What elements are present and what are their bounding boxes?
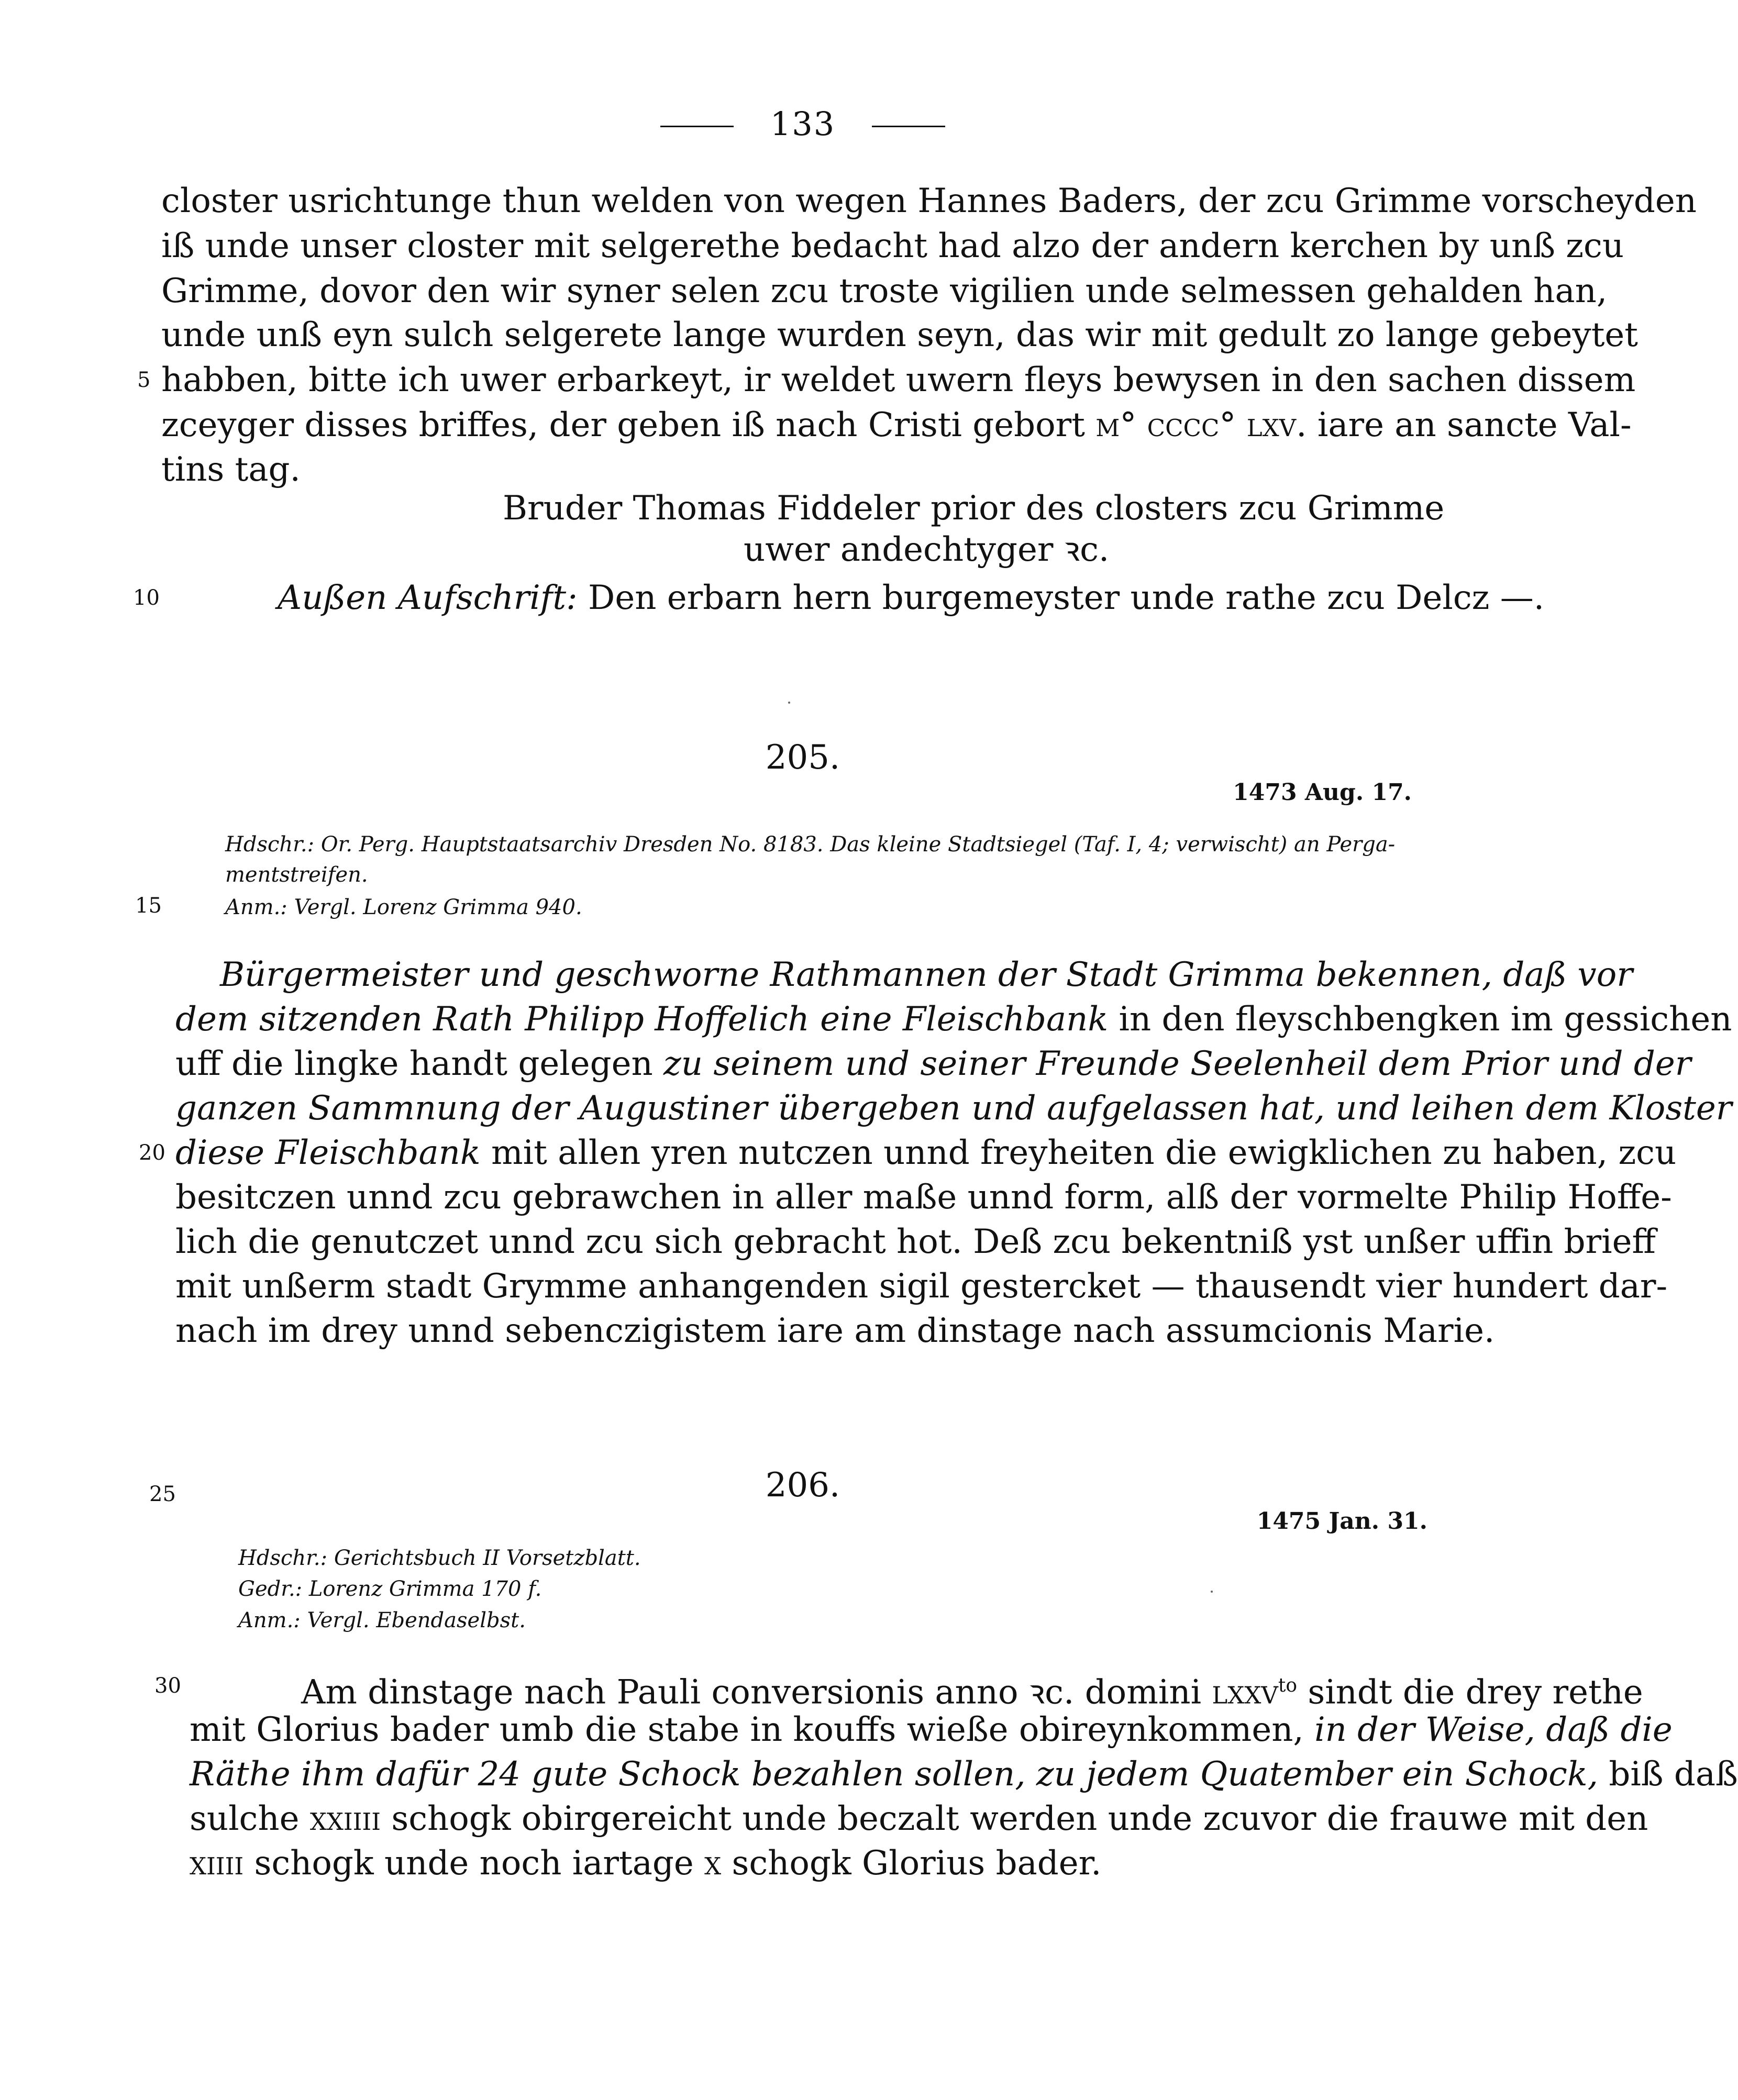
source-note: Gedr.: Lorenz Grimma 170 f. bbox=[238, 1577, 542, 1601]
line-number: 25 bbox=[149, 1482, 176, 1506]
roman-numeral: xxiiii bbox=[309, 1799, 381, 1838]
text-line bbox=[161, 403, 1632, 447]
text-line bbox=[175, 1131, 1676, 1175]
line-number: 10 bbox=[133, 586, 160, 610]
text-line: iß unde unser closter mit selgerethe bedacht had alzo der andern kerchen by unß zcu bbox=[161, 227, 1624, 265]
text-line: lich die genutczet unnd zcu sich gebracht hot. Deß zcu bekentniß yst unßer uffin brieff bbox=[175, 1223, 1656, 1261]
text-run: in den fleyschbengken im gessichen bbox=[1108, 1000, 1732, 1039]
superscript: to bbox=[1278, 1675, 1297, 1696]
regest-run: zu seinem und seiner Freunde Seelenheil dem Prior und der bbox=[663, 1045, 1691, 1083]
roman-numeral: xiiii bbox=[190, 1844, 244, 1883]
document-number: 205. bbox=[765, 738, 840, 777]
regest-line: Bürgermeister und geschworne Rathmannen der Stadt Grimma bekennen, daß vor bbox=[220, 955, 1633, 994]
source-note: Hdschr.: Gerichtsbuch II Vorsetzblatt. bbox=[238, 1546, 641, 1570]
line-number: 30 bbox=[154, 1674, 181, 1698]
roman-numeral: x bbox=[704, 1844, 722, 1883]
text-line bbox=[190, 1752, 1738, 1796]
text-line: besitczen unnd zcu gebrawchen in aller maße unnd form, alß der vormelte Philip Hoffe- bbox=[175, 1178, 1672, 1217]
address-line bbox=[278, 576, 1544, 620]
text-run: sindt die drey rethe bbox=[1297, 1673, 1643, 1712]
text-run: biß daß bbox=[1598, 1755, 1738, 1794]
line-number: 5 bbox=[137, 368, 151, 392]
text-line bbox=[175, 1042, 1691, 1086]
page-number: 133 bbox=[770, 105, 836, 143]
header-rule-right bbox=[872, 126, 945, 127]
document-date: 1475 Jan. 31. bbox=[1256, 1508, 1427, 1535]
roman-year: m° cccc° lxv. bbox=[1095, 406, 1307, 445]
address-text: Den erbarn hern burgemeyster unde rathe zcu Delcz —. bbox=[577, 579, 1545, 617]
source-note: mentstreifen. bbox=[225, 863, 368, 887]
annotation-note: Anm.: Vergl. Ebendaselbst. bbox=[238, 1608, 526, 1632]
source-note: Hdschr.: Or. Perg. Hauptstaatsarchiv Dresden No. 8183. Das kleine Stadtsiegel (Taf. I, 4; verwischt) an Perga- bbox=[225, 832, 1396, 857]
regest-run: in der Weise, daß die bbox=[1314, 1710, 1673, 1749]
document-number: 206. bbox=[765, 1466, 840, 1505]
text-line: closter usrichtunge thun welden von wegen Hannes Baders, der zcu Grimme vorscheyden bbox=[161, 182, 1697, 220]
text-run: schogk Glorius bader. bbox=[721, 1844, 1102, 1883]
text-run: iare an sancte Val- bbox=[1307, 406, 1632, 445]
document-date: 1473 Aug. 17. bbox=[1233, 779, 1412, 806]
regest-run: diese Fleischbank bbox=[175, 1134, 481, 1172]
text-run: uff die lingke handt gelegen bbox=[175, 1045, 664, 1083]
speck bbox=[1211, 1591, 1213, 1593]
speck bbox=[788, 702, 790, 704]
address-label: Außen Aufschrift: bbox=[278, 579, 578, 617]
line-number: 20 bbox=[139, 1141, 165, 1165]
regest-run: dem sitzenden Rath Philipp Hoffelich eine Fleischbank bbox=[175, 1000, 1109, 1039]
text-line: mit unßerm stadt Grymme anhangenden sigil gestercket — thausendt vier hundert dar- bbox=[175, 1267, 1668, 1306]
text-line: nach im drey unnd sebenczigistem iare am dinstage nach assumcionis Marie. bbox=[175, 1312, 1495, 1350]
text-run: zceyger disses briffes, der geben iß nach Cristi gebort bbox=[161, 406, 1096, 445]
text-run: sulche bbox=[190, 1799, 310, 1838]
text-run: Am dinstage nach Pauli conversionis anno ꝛc. domini bbox=[301, 1673, 1212, 1712]
text-line: tins tag. bbox=[161, 450, 301, 489]
text-line bbox=[301, 1664, 1643, 1714]
text-line bbox=[190, 1841, 1101, 1885]
text-line bbox=[175, 997, 1732, 1041]
line-number: 15 bbox=[135, 894, 162, 918]
regest-run: Räthe ihm dafür 24 gute Schock bezahlen sollen, zu jedem Quatember ein Schock, bbox=[190, 1755, 1598, 1794]
text-run: mit Glorius bader umb die stabe in kouffs wieße obireynkommen, bbox=[190, 1710, 1315, 1749]
page-header bbox=[0, 105, 1606, 143]
text-line bbox=[190, 1708, 1673, 1752]
text-run: mit allen yren nutczen unnd freyheiten die ewigklichen zu haben, zcu bbox=[480, 1134, 1677, 1172]
header-rule-left bbox=[660, 126, 734, 127]
text-line bbox=[190, 1797, 1648, 1841]
regest-line: ganzen Sammnung der Augustiner übergeben und aufgelassen hat, und leihen dem Kloster bbox=[175, 1089, 1732, 1128]
signature-line: Bruder Thomas Fiddeler prior des closters zcu Grimme bbox=[503, 489, 1445, 528]
signature-line: uwer andechtyger ꝛc. bbox=[744, 530, 1110, 569]
text-line: unde unß eyn sulch selgerete lange wurden seyn, das wir mit gedult zo lange gebeytet bbox=[161, 316, 1638, 354]
text-line: Grimme, dovor den wir syner selen zcu troste vigilien unde selmessen gehalden han, bbox=[161, 272, 1608, 310]
text-run: schogk obirgereicht unde beczalt werden unde zcuvor die frauwe mit den bbox=[381, 1799, 1648, 1838]
text-line: habben, bitte ich uwer erbarkeyt, ir weldet uwern fleys bewysen in den sachen dissem bbox=[161, 361, 1636, 399]
roman-year: lxxv bbox=[1212, 1673, 1278, 1712]
text-run: schogk unde noch iartage bbox=[243, 1844, 705, 1883]
annotation-note: Anm.: Vergl. Lorenz Grimma 940. bbox=[225, 895, 582, 919]
